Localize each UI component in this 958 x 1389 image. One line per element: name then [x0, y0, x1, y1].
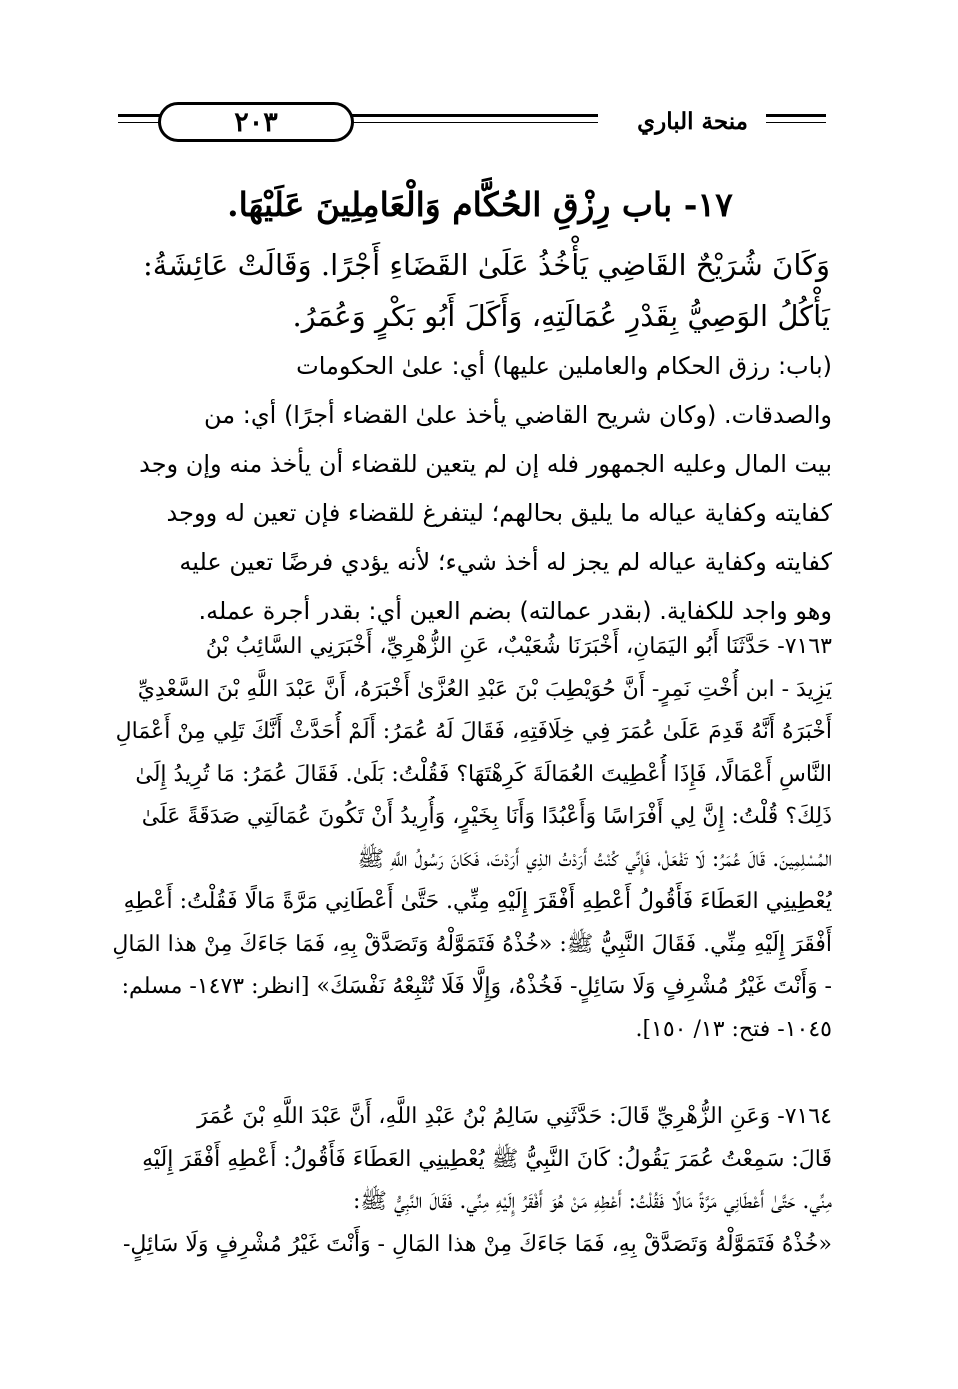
- page-header: [118, 96, 826, 156]
- hadith-reference-line: ١٠٤٥- فتح: ١٣/ ١٥٠].: [635, 1016, 832, 1042]
- commentary: [100, 342, 832, 636]
- quote-line: وَكَانَ شُرَيْحٌ القَاضِي يَأْخُذُ عَلَىٰ القَضَاءِ أَجْرًا. وَقَالَتْ عَائِشَةُ:: [143, 248, 830, 282]
- hadith-7164: [100, 1096, 832, 1266]
- hadith-line: - وَأَنْتَ غَيْرُ مُشْرِفٍ وَلَا سَائِلٍ- فَخُذْهُ، وَإِلَّا فَلَا تُتْبِعْهُ نَفْسَكَ» [انظر: ١٤٧٣- مسلم:: [121, 974, 832, 999]
- commentary-line: بيت المال وعليه الجمهور فله إن لم يتعين للقضاء أن يأخذ منه وإن وجد: [139, 450, 832, 478]
- header-rule-middle-top: [348, 114, 598, 117]
- hadith-line: يُعْطِينِي العَطَاءَ فَأَقُولُ أَعْطِهِ أَفْقَرَ إِلَيْهِ مِنِّي. حَتَّىٰ أَعْطَانِي مَرَّةً مَالًا فَقُلْتُ: أَعْطِهِ: [123, 889, 832, 914]
- commentary-line: (باب: رزق الحكام والعاملين عليها) أي: علىٰ الحكومات: [296, 352, 832, 380]
- commentary-line: والصدقات. (وكان شريح القاضي يأخذ علىٰ القضاء أجرًا) أي: من: [204, 401, 832, 429]
- hadith-line: «خُذْهُ فَتَمَوَّلْهُ وَتَصَدَّقْ بِهِ، فَمَا جَاءَكَ مِنْ هذا المَالِ - وَأَنْتَ غَيْرُ مُشْرِفٍ وَلَا سَائِلٍ-: [122, 1231, 832, 1257]
- chapter-quote: [100, 240, 830, 342]
- commentary-line: وهو واجد للكفاية. (بقدر عمالته) بضم العين أي: بقدر أجرة عمله.: [198, 597, 832, 625]
- quote-line: يَأْكُلُ الوَصِيُّ بِقَدْرِ عُمَالَتِهِ، وَأَكَلَ أَبُو بَكْرٍ وَعُمَرُ.: [292, 299, 830, 333]
- hadith-line: المُسْلِمِينَ. قَالَ عُمَرُ: لَا تَفْعَلْ، فَإِنِّي كُنْتُ أَرَدْتُ الذِي أَرَدْتَ، فَكَانَ رَسُولُ اللَّهِ ﷺ: [357, 846, 832, 872]
- chapter-title: ١٧- باب رِزْقِ الحُكَّام وَالْعَامِلِينَ عَلَيْهَا.: [227, 185, 733, 224]
- commentary-line: كفايته وكفاية عياله ما يليق بحالهم؛ ليتفرغ للقضاء فإن تعين له ووجد: [166, 499, 832, 527]
- page-number-frame: [158, 102, 354, 142]
- hadith-line: ذَلِكَ؟ قُلْتُ: إِنَّ لِي أَفْرَاسًا وَأَعْبُدًا وَأَنَا بِخَيْرٍ، وَأُرِيدُ أَنْ تَكُونَ عُمَالَتِي صَدَقَةً عَلَىٰ: [141, 804, 832, 829]
- hadith-line: أَخْبَرَهُ أَنَّهُ قَدِمَ عَلَىٰ عُمَرَ فِي خِلَافَتِهِ، فَقَالَ لَهُ عُمَرُ: أَلَمْ أُحَدَّثْ أَنَّكَ تَلِي مِنْ أَعْمَالِ: [115, 719, 832, 744]
- hadith-line: ٧١٦٣- حَدَّثَنَا أَبُو اليَمَانِ، أَخْبَرَنَا شُعَيْبٌ، عَنِ الزُّهْرِيِّ، أَخْبَرَنِي السَّائِبُ بْنُ: [205, 634, 832, 659]
- hadith-7163: [100, 626, 832, 1051]
- hadith-line: ٧١٦٤- وَعَنِ الزُّهْرِيِّ قَالَ: حَدَّثَنِي سَالِمُ بْنُ عَبْدِ اللَّهِ، أَنَّ عَبْدَ اللَّهِ بْنَ عُمَرَ: [197, 1104, 832, 1129]
- hadith-line: يَزِيدَ - ابن أُخْتِ نَمِرٍ- أَنَّ حُوَيْطِبَ بْنَ عَبْدِ العُزَّىٰ أَخْبَرَهُ، أَنَّ عَبْدَ اللَّهِ بْنَ السَّعْدِيِّ: [137, 676, 832, 702]
- header-rule-right-bottom: [766, 122, 826, 123]
- header-rule-left-top: [118, 114, 164, 117]
- header-rule-right-top: [766, 114, 826, 117]
- hadith-line: مِنِّي. حَتَّىٰ أَعْطَانِي مَرَّةً مَالًا فَقُلْتُ: أَعْطِهِ مَنْ هُوَ أَفْقَرُ إِلَيْهِ مِنِّي. فَقَالَ النَّبِيُّ ﷺ:: [353, 1189, 832, 1214]
- page-number: ٢٠٣: [234, 106, 278, 138]
- book-title: منحة الباري: [637, 108, 748, 135]
- hadith-line: قَالَ: سَمِعْتُ عُمَرَ يَقُولُ: كَانَ النَّبِيُّ ﷺ يُعْطِينِي العَطَاءَ فَأَقُولُ: أَعْطِهِ أَفْقَرَ إِلَيْهِ: [142, 1146, 832, 1172]
- commentary-line: كفايته وكفاية عياله لم يجز له أخذ شيء؛ لأنه يؤدي فرضًا تعين عليه: [179, 548, 832, 576]
- hadith-line: النَّاسِ أَعْمَالًا، فَإِذَا أُعْطِيتَ العُمَالَةَ كَرِهْتَهَا؟ فَقُلْتُ: بَلَىٰ. فَقَالَ عُمَرُ: مَا تُرِيدُ إِلَىٰ: [135, 761, 832, 787]
- hadith-line: أَفْقَرَ إِلَيْهِ مِنِّي. فَقَالَ النَّبِيُّ ﷺ: «خُذْهُ فَتَمَوَّلْهُ وَتَصَدَّقْ بِهِ، فَمَا جَاءَكَ مِنْ هذا المَالِ: [112, 931, 832, 957]
- header-rule-middle-bottom: [348, 122, 598, 123]
